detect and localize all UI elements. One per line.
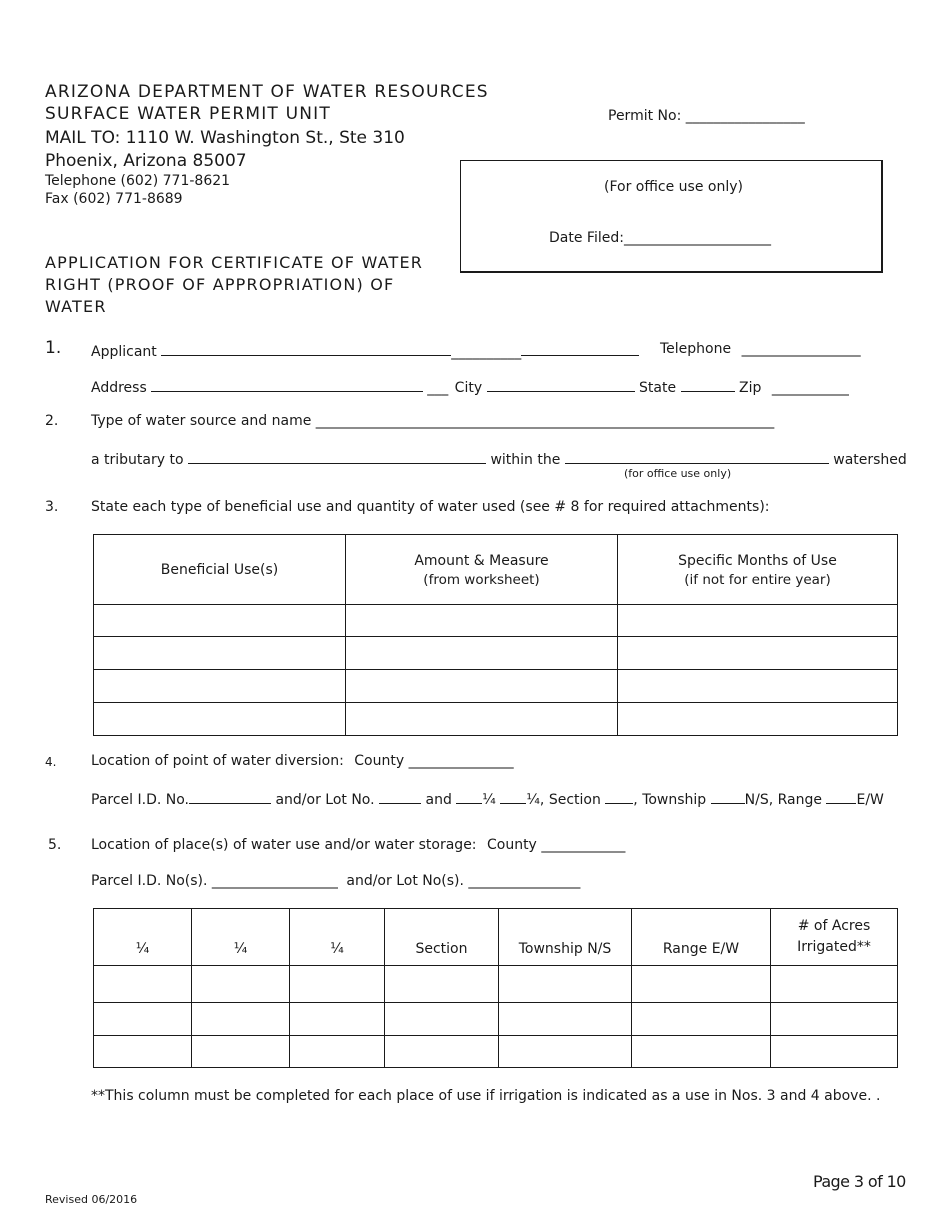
table-cell[interactable] (290, 966, 385, 1003)
table-cell[interactable] (192, 966, 290, 1003)
telephone-label: Telephone (660, 341, 732, 357)
city-state-zip: Phoenix, Arizona 85007 (45, 151, 247, 171)
place-of-use-header-row (94, 909, 898, 966)
telephone-row (660, 341, 861, 357)
table-cell[interactable] (346, 670, 618, 703)
diversion-row (91, 753, 514, 769)
table-cell[interactable] (385, 966, 499, 1003)
table-cell[interactable] (290, 1036, 385, 1068)
diversion-parcel-row: Parcel I.D. No. and/or Lot No. and ¼ ¼, Section , Township N/S, Range E/W (91, 789, 884, 808)
section-header-text: Section (415, 941, 468, 957)
applicant-row (91, 341, 639, 360)
address-input[interactable] (151, 377, 423, 392)
diversion-parcel-input[interactable] (189, 789, 271, 804)
place-parcel-blank[interactable]: __________________ (211, 873, 338, 889)
table-cell[interactable] (192, 1003, 290, 1036)
months-of-use-header-text: Specific Months of Use (678, 553, 837, 569)
form-title-line1: APPLICATION FOR CERTIFICATE OF WATER (45, 253, 424, 272)
beneficial-use-header (94, 535, 346, 605)
date-filed-blank: _____________________ (623, 230, 771, 246)
permit-no-blank: _________________ (685, 108, 805, 124)
diversion-range-label: Range (777, 792, 823, 808)
tributary-row (91, 449, 907, 468)
acres-header-line1: # of Acres (797, 918, 871, 934)
table-cell[interactable] (346, 703, 618, 736)
table-cell[interactable] (94, 670, 346, 703)
city-label: City (454, 380, 483, 396)
place-of-use-row (91, 837, 625, 853)
place-of-use-table (93, 908, 898, 1068)
water-source-row (91, 413, 774, 429)
water-source-blank[interactable]: _______________________________________________________________________ (315, 413, 774, 429)
applicant-label: Applicant (91, 344, 157, 360)
table-cell[interactable] (618, 703, 898, 736)
quarter-header-3 (290, 909, 385, 966)
table-cell[interactable] (385, 1003, 499, 1036)
place-parcel-row (91, 873, 580, 889)
agency-fax: Fax (602) 771-8689 (45, 191, 183, 207)
table-cell[interactable] (346, 605, 618, 637)
water-source-label: Type of water source and name (91, 413, 312, 429)
range-header-text: Range E/W (662, 941, 740, 957)
diversion-parcel-label: Parcel I.D. No. (91, 792, 189, 808)
diversion-county-blank[interactable]: _______________ (408, 753, 514, 769)
city-input[interactable] (487, 377, 635, 392)
table-cell[interactable] (499, 1003, 632, 1036)
applicant-blank-tail: __________ (451, 344, 522, 360)
permit-no-label: Permit No: (608, 108, 682, 124)
table-cell[interactable] (499, 1036, 632, 1068)
amount-measure-header-sub: (from worksheet) (423, 572, 540, 588)
place-lot-blank[interactable]: ________________ (468, 873, 581, 889)
months-of-use-header-sub: (if not for entire year) (684, 572, 831, 588)
table-cell[interactable] (94, 605, 346, 637)
amount-measure-header (346, 535, 618, 605)
quarter-header-1 (94, 909, 192, 966)
watershed-office-note: (for office use only) (624, 467, 732, 480)
beneficial-use-header-text: Beneficial Use(s) (160, 561, 279, 578)
quarter-header-1-text: ¼ (135, 941, 150, 957)
quarter-header-3-text: ¼ (330, 941, 344, 957)
watershed-label: watershed (833, 452, 907, 468)
quarter-header-2-text: ¼ (233, 941, 248, 957)
office-use-title: (For office use only) (604, 179, 743, 195)
zip-label: Zip (739, 380, 762, 396)
diversion-section-label: Section (548, 792, 601, 808)
q3-number: 3. (45, 499, 59, 515)
q4-number: 4. (45, 755, 57, 769)
q3-text: State each type of beneficial use and quantity of water used (see # 8 for required attachments): (91, 499, 770, 515)
diversion-lot-input[interactable] (379, 789, 421, 804)
acres-irrigated-header (771, 909, 898, 966)
quarter-header-2 (192, 909, 290, 966)
township-header-text: Township N/S (518, 941, 612, 957)
zip-blank[interactable]: ___________ (771, 380, 849, 396)
beneficial-use-header-row (94, 535, 898, 605)
amount-measure-header-text: Amount & Measure (414, 553, 549, 569)
table-row (94, 637, 898, 670)
table-cell[interactable] (385, 1036, 499, 1068)
within-label: within the (490, 452, 561, 468)
agency-name: ARIZONA DEPARTMENT OF WATER RESOURCES (45, 82, 489, 102)
table-cell[interactable] (94, 966, 192, 1003)
table-cell[interactable] (618, 670, 898, 703)
revised-date: Revised 06/2016 (45, 1193, 138, 1206)
table-cell[interactable] (618, 637, 898, 670)
table-cell[interactable] (632, 966, 771, 1003)
q5-number: 5. (48, 837, 62, 853)
place-lot-label: and/or Lot No(s). (346, 873, 464, 889)
mail-to-address: MAIL TO: 1110 W. Washington St., Ste 310 (45, 128, 405, 148)
table-row (94, 605, 898, 637)
irrigation-footnote: **This column must be completed for each place of use if irrigation is indicated as a use in Nos. 3 and 4 above. . (91, 1088, 881, 1104)
diversion-label: Location of point of water diversion: (91, 753, 344, 769)
quarter1-label: ¼ (482, 792, 496, 808)
diversion-quarter1-input[interactable] (456, 789, 482, 804)
table-cell[interactable] (346, 637, 618, 670)
table-row (94, 703, 898, 736)
table-cell[interactable] (192, 1036, 290, 1068)
permit-no-field[interactable] (608, 108, 805, 124)
months-of-use-header (618, 535, 898, 605)
diversion-county-label: County (354, 753, 405, 769)
address-row (91, 377, 849, 396)
address-blank-tail: ___ (427, 380, 449, 396)
agency-telephone: Telephone (602) 771-8621 (45, 173, 231, 189)
q1-number: 1. (45, 338, 62, 358)
table-cell[interactable] (771, 1036, 898, 1068)
applicant-input[interactable] (161, 341, 451, 356)
page-number: Page 3 of 10 (813, 1172, 906, 1191)
table-row (94, 1003, 898, 1036)
diversion-lot-label: and/or Lot No. (275, 792, 375, 808)
applicant-input-ext[interactable] (521, 341, 639, 356)
table-cell[interactable] (771, 1003, 898, 1036)
date-filed-field[interactable] (549, 230, 771, 246)
place-of-use-label: Location of place(s) of water use and/or water storage: (91, 837, 477, 853)
table-row (94, 670, 898, 703)
tributary-label: a tributary to (91, 452, 184, 468)
address-label: Address (91, 380, 147, 396)
acres-header-line2: Irrigated** (797, 939, 871, 955)
ns-label: N/S, (744, 792, 774, 808)
table-row (94, 966, 898, 1003)
diversion-township-label: Township (642, 792, 707, 808)
table-cell[interactable] (94, 637, 346, 670)
table-cell[interactable] (499, 966, 632, 1003)
beneficial-use-table (93, 534, 898, 736)
section-header (385, 909, 499, 966)
date-filed-label: Date Filed: (549, 230, 624, 246)
diversion-range-input[interactable] (826, 789, 856, 804)
state-input[interactable] (681, 377, 735, 392)
diversion-quarter2-input[interactable] (500, 789, 526, 804)
table-cell[interactable] (290, 1003, 385, 1036)
place-county-blank[interactable]: ____________ (541, 837, 626, 853)
range-header (632, 909, 771, 966)
township-header (499, 909, 632, 966)
office-use-box (460, 160, 883, 273)
table-cell[interactable] (632, 1036, 771, 1068)
diversion-section-input[interactable] (605, 789, 633, 804)
telephone-blank[interactable]: _________________ (741, 341, 861, 357)
tributary-input[interactable] (188, 449, 486, 464)
unit-name: SURFACE WATER PERMIT UNIT (45, 104, 331, 124)
table-cell[interactable] (618, 605, 898, 637)
ew-label: E/W (856, 792, 884, 808)
table-row (94, 1036, 898, 1068)
table-cell[interactable] (771, 966, 898, 1003)
place-county-label: County (486, 837, 537, 853)
table-cell[interactable] (632, 1003, 771, 1036)
form-title-line3: WATER (45, 297, 107, 316)
diversion-township-input[interactable] (711, 789, 745, 804)
table-cell[interactable] (94, 1036, 192, 1068)
quarter2-label: ¼, (526, 792, 545, 808)
table-cell[interactable] (94, 703, 346, 736)
diversion-and-label: and (425, 792, 452, 808)
watershed-input[interactable] (565, 449, 829, 464)
q2-number: 2. (45, 413, 59, 429)
table-cell[interactable] (94, 1003, 192, 1036)
form-title-line2: RIGHT (PROOF OF APPROPRIATION) OF (45, 275, 395, 294)
place-parcel-label: Parcel I.D. No(s). (91, 873, 208, 889)
state-label: State (639, 380, 677, 396)
